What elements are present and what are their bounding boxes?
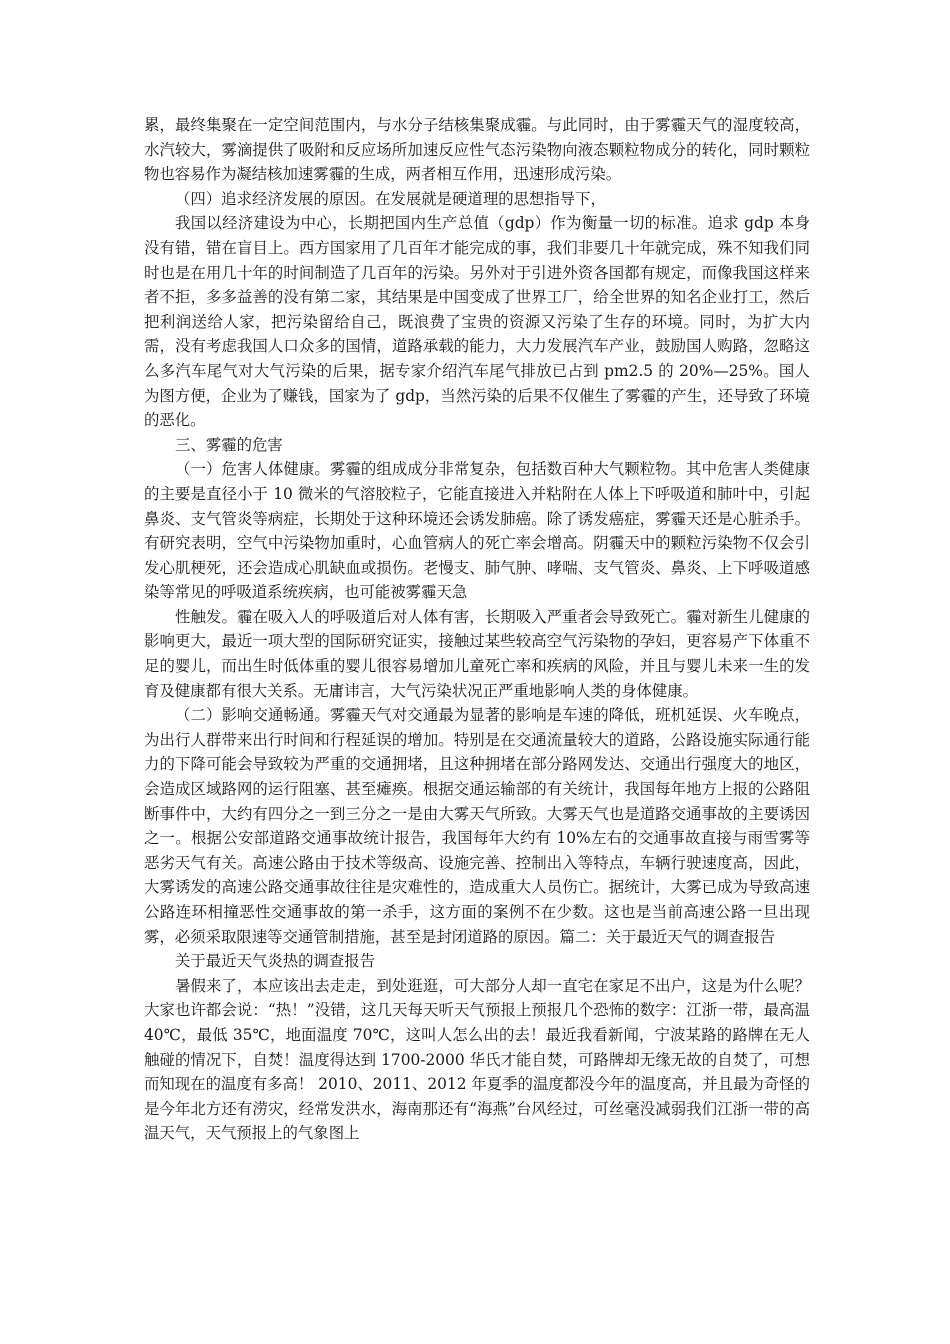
paragraph-haze-formation: 累，最终集聚在一定空间范围内，与水分子结核集聚成霾。与此同时，由于雾霾天气的湿度较高，水汽较大，雾滴提供了吸附和反应场所加速反应性气态污染物向液态颗粒物成分的转化，同时颗粒物也容易作为凝结核加速雾霾的生成，两者相互作用，迅速形成污染。 xyxy=(144,116,810,184)
paragraph-traffic-impact: （二）影响交通畅通。雾霾天气对交通最为显著的影响是车速的降低，班机延误、火车晚点，为出行人群带来出行时间和行程延误的增加。特别是在交通流量较大的道路，公路设施实际通行能力的下降可能会导致较为严重的交通拥堵，且这种拥堵在部分路网发达、交通出行强度大的地区，会造成区域路网的运行阻塞、甚至瘫痪。根据交通运输部的有关统计，我国每年地方上报的公路阻断事件中，大约有四分之一到三分之一是由大雾天气所致。大雾天气也是道路交通事故的主要诱因之一。根据公安部道路交通事故统计报告，我国每年大约有 10%左右的交通事故直接与雨雪雾等恶劣天气有关。高速公路由于技术等级高、设施完善、控制出入等特点，车辆行驶速度高，因此，大雾诱发的高速公路交通事故往往是灾难性的，造成重大人员伤亡。据统计，大雾已成为导致高速公路连环相撞恶性交通事故的第一杀手，这方面的案例不在少数。这也是当前高速公路一旦出现雾，必须采取限速等交通管制措施，甚至是封闭道路的原因。篇二：关于最近天气的调查报告 xyxy=(144,706,810,946)
document-page xyxy=(144,113,810,1146)
section-heading-haze-harm: 三、雾霾的危害 xyxy=(175,435,283,454)
paragraph-health-harm: （一）危害人体健康。雾霾的组成成分非常复杂，包括数百种大气颗粒物。其中危害人类健康的主要是直径小于 10 微米的气溶胶粒子，它能直接进入并粘附在人体上下呼吸道和肺叶中，引起鼻炎、支气管炎等病症，长期处于这种环境还会诱发肺癌。除了诱发癌症，雾霾天还是心脏杀手。有研究表明，空气中污染物加重时，心血管病人的死亡率会增高。阴霾天中的颗粒污染物不仅会引发心肌梗死，还会造成心肌缺血或损伤。老慢支、肺气肿、哮喘、支气管炎、鼻炎、上下呼吸道感染等常见的呼吸道系统疾病，也可能被雾霾天急 xyxy=(144,460,810,602)
report-title-hot-weather: 关于最近天气炎热的调查报告 xyxy=(175,952,376,971)
paragraph-summer-heat: 暑假来了，本应该出去走走，到处逛逛，可大部分人却一直宅在家足不出户，这是为什么呢？大家也许都会说：“热！”没错，这几天每天听天气预报上预报几个恐怖的数字：江浙一带，最高温 40℃，最低 35℃，地面温度 70℃，这叫人怎么出的去！最近我看新闻，宁波某路的路牌在无人触碰的情况下，自焚！温度得达到 1700-2000 华氏才能自焚，可路牌却无缘无故的自焚了，可想而知现在的温度有多高！ 2010、2011、2012 年夏季的温度都没今年的温度高，并且最为奇怪的是今年北方还有涝灾，经常发洪水，海南那还有“海燕”台风经过，可丝毫没减弱我们江浙一带的高温天气，天气预报上的气象图上 xyxy=(144,976,810,1143)
paragraph-newborn-health: 性触发。霾在吸入人的呼吸道后对人体有害，长期吸入严重者会导致死亡。霾对新生儿健康的影响更大，最近一项大型的国际研究证实，接触过某些较高空气污染物的孕妇，更容易产下体重不足的婴儿，而出生时低体重的婴儿很容易增加儿童死亡率和疾病的风险，并且与婴儿未来一生的发育及健康都有很大关系。无庸讳言，大气污染状况正严重地影响人类的身体健康。 xyxy=(144,607,810,700)
paragraph-gdp-pollution: 我国以经济建设为中心，长期把国内生产总值（gdp）作为衡量一切的标准。追求 gdp 本身没有错，错在盲目上。西方国家用了几百年才能完成的事，我们非要几十年就完成，殊不知我们同时也是在用几十年的时间制造了几百年的污染。另外对于引进外资各国都有规定，而像我国这样来者不拒，多多益善的没有第二家，其结果是中国变成了世界工厂，给全世界的知名企业打工，然后把利润送给人家，把污染留给自己，既浪费了宝贵的资源又污染了生存的环境。同时，为扩大内需，没有考虑我国人口众多的国情，道路承载的能力，大力发展汽车产业，鼓励国人购路，忽略这么多汽车尾气对大气污染的后果，据专家介绍汽车尾气排放已占到 pm2.5 的 20%—25%。国人为图方便，企业为了赚钱，国家为了 gdp，当然污染的后果不仅催生了雾霾的产生，还导致了环境的恶化。 xyxy=(144,214,810,430)
paragraph-economic-cause-heading: （四）追求经济发展的原因。在发展就是硬道理的思想指导下， xyxy=(175,189,606,208)
